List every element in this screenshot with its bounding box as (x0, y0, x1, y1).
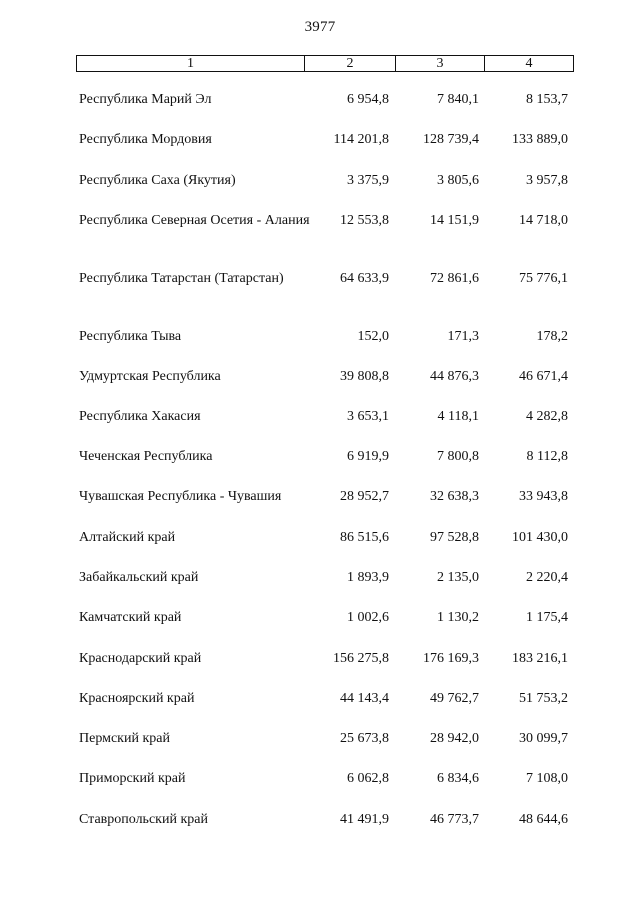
value-column-4: 183 216,1 (512, 651, 568, 666)
value-column-3: 44 876,3 (430, 369, 479, 384)
value-column-3: 2 135,0 (437, 570, 479, 585)
value-column-4: 51 753,2 (519, 691, 568, 706)
region-name: Чеченская Республика (79, 449, 213, 464)
value-column-2: 41 491,9 (340, 812, 389, 827)
region-name: Приморский край (79, 771, 186, 786)
value-column-2: 44 143,4 (340, 691, 389, 706)
value-column-2: 3 653,1 (347, 409, 389, 424)
region-name: Республика Татарстан (Татарстан) (79, 271, 284, 286)
value-column-4: 30 099,7 (519, 731, 568, 746)
region-name: Республика Северная Осетия - Алания (79, 213, 310, 228)
column-header-2: 2 (305, 56, 396, 71)
region-name: Республика Мордовия (79, 132, 212, 147)
region-name: Республика Хакасия (79, 409, 201, 424)
value-column-2: 6 919,9 (347, 449, 389, 464)
value-column-3: 3 805,6 (437, 173, 479, 188)
value-column-2: 39 808,8 (340, 369, 389, 384)
value-column-2: 156 275,8 (333, 651, 389, 666)
value-column-4: 1 175,4 (526, 610, 568, 625)
value-column-4: 133 889,0 (512, 132, 568, 147)
value-column-4: 8 153,7 (526, 92, 568, 107)
value-column-4: 178,2 (536, 329, 568, 344)
region-name: Удмуртская Республика (79, 369, 221, 384)
value-column-3: 176 169,3 (423, 651, 479, 666)
value-column-4: 4 282,8 (526, 409, 568, 424)
region-name: Красноярский край (79, 691, 195, 706)
region-name: Республика Марий Эл (79, 92, 212, 107)
value-column-2: 1 002,6 (347, 610, 389, 625)
column-header-row (76, 55, 574, 72)
region-name: Чувашская Республика - Чувашия (79, 489, 282, 504)
column-header-1: 1 (77, 56, 305, 71)
value-column-3: 28 942,0 (430, 731, 479, 746)
value-column-4: 75 776,1 (519, 271, 568, 286)
value-column-2: 3 375,9 (347, 173, 389, 188)
region-name: Краснодарский край (79, 651, 202, 666)
value-column-3: 1 130,2 (437, 610, 479, 625)
value-column-3: 6 834,6 (437, 771, 479, 786)
region-name: Забайкальский край (79, 570, 199, 585)
value-column-2: 25 673,8 (340, 731, 389, 746)
region-name: Ставропольский край (79, 812, 208, 827)
value-column-2: 12 553,8 (340, 213, 389, 228)
value-column-3: 128 739,4 (423, 132, 479, 147)
region-name: Алтайский край (79, 530, 176, 545)
value-column-4: 3 957,8 (526, 173, 568, 188)
value-column-2: 6 954,8 (347, 92, 389, 107)
region-name: Пермский край (79, 731, 170, 746)
value-column-4: 46 671,4 (519, 369, 568, 384)
value-column-3: 7 800,8 (437, 449, 479, 464)
value-column-2: 6 062,8 (347, 771, 389, 786)
value-column-3: 7 840,1 (437, 92, 479, 107)
value-column-4: 48 644,6 (519, 812, 568, 827)
value-column-3: 72 861,6 (430, 271, 479, 286)
value-column-2: 1 893,9 (347, 570, 389, 585)
value-column-3: 171,3 (447, 329, 479, 344)
value-column-3: 49 762,7 (430, 691, 479, 706)
region-name: Республика Тыва (79, 329, 182, 344)
value-column-3: 97 528,8 (430, 530, 479, 545)
value-column-2: 64 633,9 (340, 271, 389, 286)
value-column-4: 33 943,8 (519, 489, 568, 504)
value-column-3: 4 118,1 (437, 409, 479, 424)
value-column-4: 101 430,0 (512, 530, 568, 545)
region-name: Республика Саха (Якутия) (79, 173, 236, 188)
column-header-3: 3 (396, 56, 485, 71)
value-column-4: 7 108,0 (526, 771, 568, 786)
value-column-4: 2 220,4 (526, 570, 568, 585)
value-column-4: 14 718,0 (519, 213, 568, 228)
value-column-2: 28 952,7 (340, 489, 389, 504)
value-column-2: 152,0 (357, 329, 389, 344)
value-column-4: 8 112,8 (526, 449, 568, 464)
page-number: 3977 (304, 19, 336, 35)
value-column-3: 46 773,7 (430, 812, 479, 827)
value-column-2: 114 201,8 (333, 132, 389, 147)
column-header-4: 4 (525, 56, 533, 71)
value-column-3: 14 151,9 (430, 213, 479, 228)
region-name: Камчатский край (79, 610, 182, 625)
value-column-3: 32 638,3 (430, 489, 479, 504)
value-column-2: 86 515,6 (340, 530, 389, 545)
